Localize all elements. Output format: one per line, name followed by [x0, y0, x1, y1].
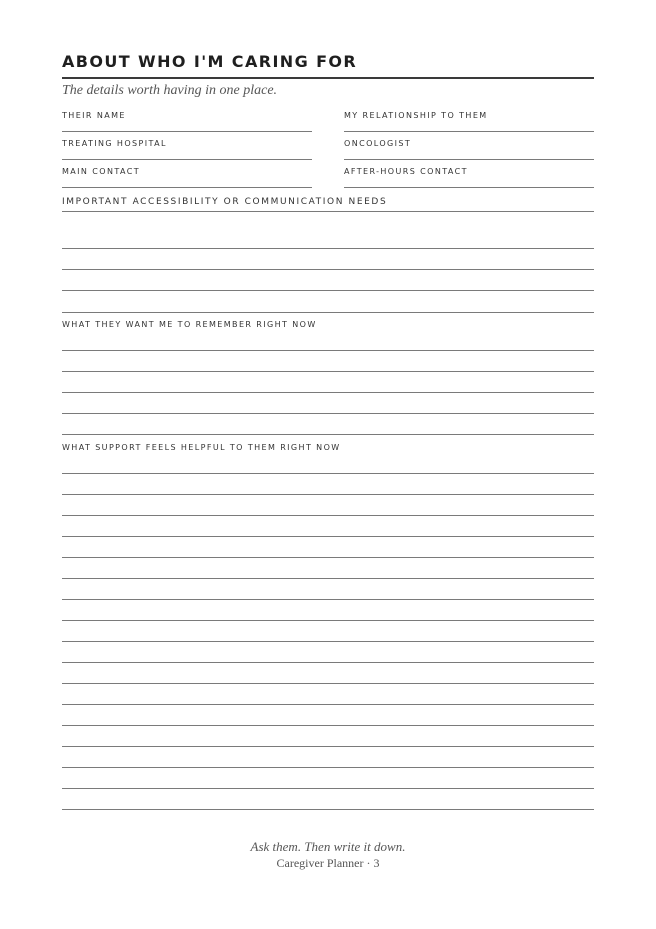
support-section-label: WHAT SUPPORT FEELS HELPFUL TO THEM RIGHT NOW [62, 443, 341, 452]
treating-hospital-label: TREATING HOSPITAL [62, 139, 167, 148]
relationship-label: MY RELATIONSHIP TO THEM [344, 111, 488, 120]
writing-line[interactable] [62, 725, 594, 726]
page-title: ABOUT WHO I'M CARING FOR [62, 52, 358, 71]
oncologist-label: ONCOLOGIST [344, 139, 412, 148]
writing-line[interactable] [62, 413, 594, 414]
writing-line[interactable] [62, 746, 594, 747]
writing-line[interactable] [62, 704, 594, 705]
writing-line[interactable] [62, 312, 594, 313]
their-name-label: THEIR NAME [62, 111, 126, 120]
footer-tagline: Ask them. Then write it down. [250, 839, 406, 854]
oncologist-field[interactable] [344, 159, 594, 160]
writing-line[interactable] [62, 620, 594, 621]
writing-line[interactable] [62, 767, 594, 768]
writing-line[interactable] [62, 641, 594, 642]
relationship-field[interactable] [344, 131, 594, 132]
their-name-field[interactable] [62, 131, 312, 132]
writing-line[interactable] [62, 494, 594, 495]
writing-line[interactable] [62, 683, 594, 684]
main-contact-label: MAIN CONTACT [62, 167, 140, 176]
after-hours-contact-label: AFTER-HOURS CONTACT [344, 167, 468, 176]
writing-line[interactable] [62, 662, 594, 663]
section-divider [62, 211, 594, 212]
writing-line[interactable] [62, 515, 594, 516]
title-divider [62, 77, 594, 79]
accessibility-section-label: IMPORTANT ACCESSIBILITY OR COMMUNICATION NEEDS [62, 197, 388, 207]
writing-line[interactable] [62, 578, 594, 579]
writing-line[interactable] [62, 788, 594, 789]
writing-line[interactable] [62, 269, 594, 270]
footer-page-number: Caregiver Planner · 3 [276, 856, 380, 870]
writing-line[interactable] [62, 557, 594, 558]
treating-hospital-field[interactable] [62, 159, 312, 160]
writing-line[interactable] [62, 536, 594, 537]
writing-line[interactable] [62, 248, 594, 249]
page-subtitle: The details worth having in one place. [62, 83, 278, 98]
writing-line[interactable] [62, 809, 594, 810]
after-hours-contact-field[interactable] [344, 187, 594, 188]
main-contact-field[interactable] [62, 187, 312, 188]
remember-section-label: WHAT THEY WANT ME TO REMEMBER RIGHT NOW [62, 320, 317, 329]
writing-line[interactable] [62, 392, 594, 393]
writing-line[interactable] [62, 350, 594, 351]
writing-line[interactable] [62, 599, 594, 600]
writing-line[interactable] [62, 434, 594, 435]
writing-line[interactable] [62, 371, 594, 372]
writing-line[interactable] [62, 290, 594, 291]
writing-line[interactable] [62, 473, 594, 474]
